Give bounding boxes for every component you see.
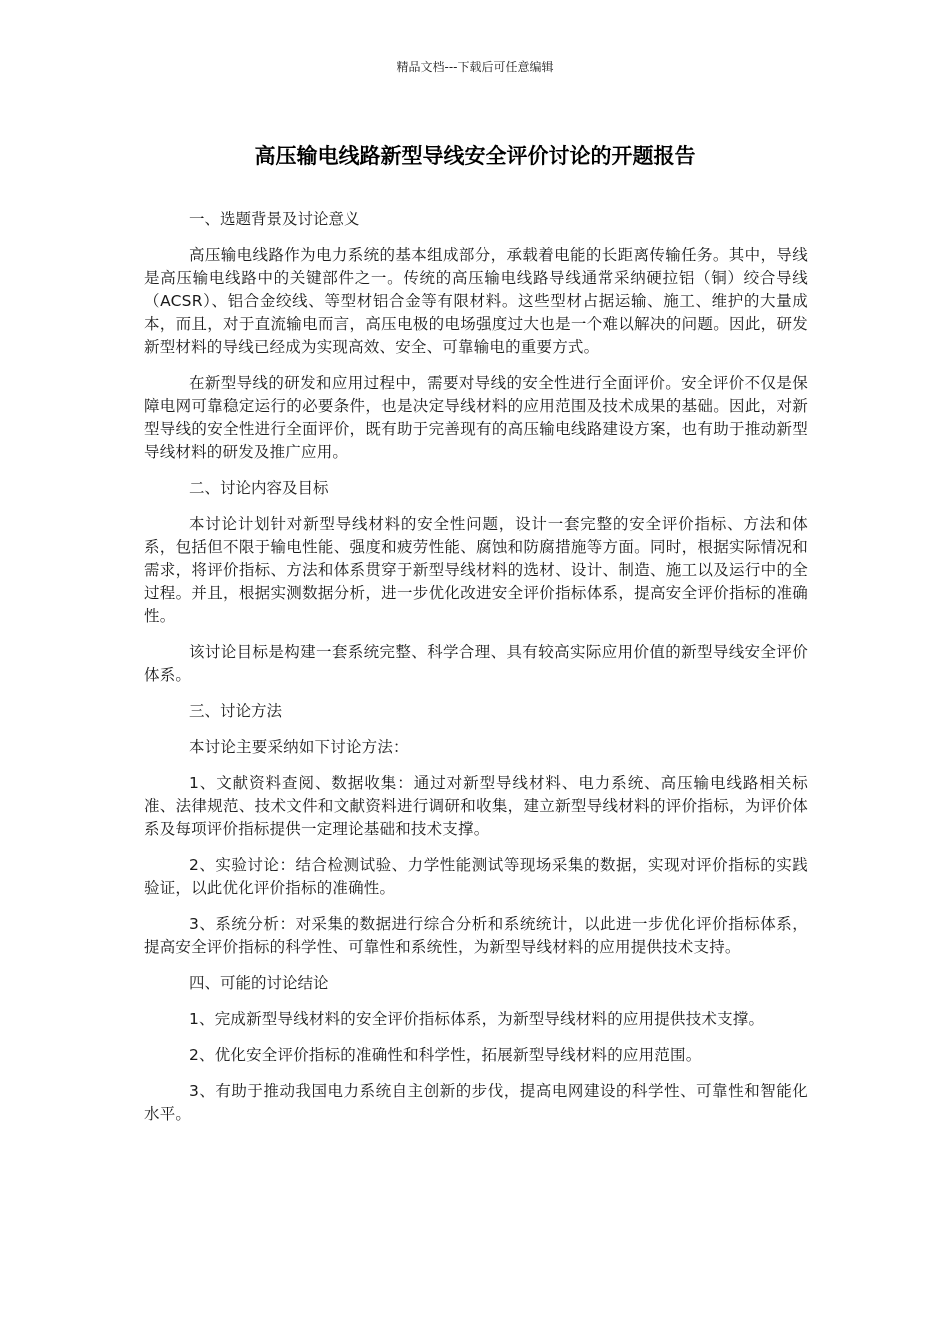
- section-heading-methods: 三、讨论方法: [188, 702, 282, 720]
- section-heading-content-goals: 二、讨论内容及目标: [188, 479, 329, 497]
- paragraph-background-2: 在新型导线的研发和应用过程中，需要对导线的安全性进行全面评价。安全评价不仅是保障电网可靠稳定运行的必要条件，也是决定导线材料的应用范围及技术成果的基础。因此，对新型导线的安全性进行全面评价，既有助于完善现有的高压输电线路建设方案，也有助于推动新型导线材料的研发及推广应用。: [144, 374, 808, 461]
- section-heading-conclusions: 四、可能的讨论结论: [188, 974, 329, 992]
- conclusion-item-3: 3、有助于推动我国电力系统自主创新的步伐，提高电网建设的科学性、可靠性和智能化水平。: [144, 1082, 808, 1123]
- method-item-1: 1、文献资料查阅、数据收集：通过对新型导线材料、电力系统、高压输电线路相关标准、法律规范、技术文件和文献资料进行调研和收集，建立新型导线材料的评价指标，为评价体系及每项评价指标提供一定理论基础和技术支撑。: [144, 774, 808, 838]
- conclusion-item-1: 1、完成新型导线材料的安全评价指标体系，为新型导线材料的应用提供技术支撑。: [188, 1010, 765, 1028]
- paragraph-content-1: 本讨论计划针对新型导线材料的安全性问题，设计一套完整的安全评价指标、方法和体系，包括但不限于输电性能、强度和疲劳性能、腐蚀和防腐措施等方面。同时，根据实际情况和需求，将评价指标、方法和体系贯穿于新型导线材料的选材、设计、制造、施工以及运行中的全过程。并且，根据实测数据分析，进一步优化改进安全评价指标体系，提高安全评价指标的准确性。: [144, 515, 808, 625]
- paragraph-methods-intro: 本讨论主要采纳如下讨论方法：: [188, 738, 409, 756]
- paragraph-background-1: 高压输电线路作为电力系统的基本组成部分，承载着电能的长距离传输任务。其中，导线是高压输电线路中的关键部件之一。传统的高压输电线路导线通常采纳硬拉铝（铜）绞合导线（ACSR）、铝合金绞线、等型材铝合金等有限材料。这些型材占据运输、施工、维护的大量成本，而且，对于直流输电而言，高压电极的电场强度过大也是一个难以解决的问题。因此，研发新型材料的导线已经成为实现高效、安全、可靠输电的重要方式。: [144, 246, 808, 356]
- method-item-3: 3、系统分析：对采集的数据进行综合分析和系统统计，以此进一步优化评价指标体系，提高安全评价指标的科学性、可靠性和系统性，为新型导线材料的应用提供技术支持。: [144, 915, 808, 956]
- page-header-note: 精品文档---下载后可任意编辑: [396, 60, 554, 74]
- section-heading-background: 一、选题背景及讨论意义: [188, 210, 360, 228]
- document-body: [144, 208, 808, 1139]
- method-item-2: 2、实验讨论：结合检测试验、力学性能测试等现场采集的数据，实现对评价指标的实践验证，以此优化评价指标的准确性。: [144, 856, 808, 897]
- document-title: 高压输电线路新型导线安全评价讨论的开题报告: [254, 144, 696, 168]
- conclusion-item-2: 2、优化安全评价指标的准确性和科学性，拓展新型导线材料的应用范围。: [188, 1046, 702, 1064]
- paragraph-content-2: 该讨论目标是构建一套系统完整、科学合理、具有较高实际应用价值的新型导线安全评价体系。: [144, 643, 808, 684]
